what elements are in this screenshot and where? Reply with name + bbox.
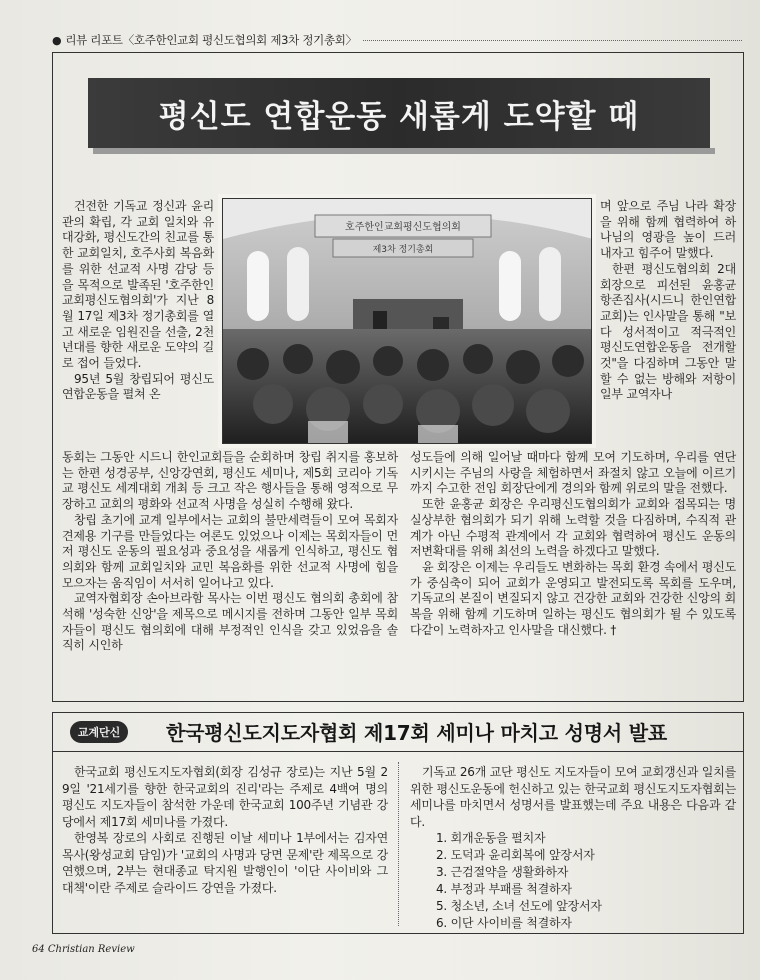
paragraph: 창립 초기에 교계 일부에서는 교회의 불만세력들이 모여 목회자 견제용 기구를 만들었다는 여론도 있었으나 이제는 목회자들이 먼저 평신도 운동의 필요성과 중요성을 새롭게 인식하고, 평신도 협의회와 함께 교회일치와 교민 복음화를 위한 선교적 사명에 힘을 모으자는 움직임이 서서히 일어나고 있다. bbox=[62, 512, 398, 590]
article-right-column bbox=[600, 199, 736, 403]
header-title: 리뷰 리포트〈호주한인교회 평신도협의회 제3차 정기총회〉 bbox=[65, 33, 357, 47]
page-footer: 64 Christian Review bbox=[32, 944, 135, 955]
article-lower-left bbox=[62, 450, 398, 654]
banner-shadow bbox=[93, 148, 715, 154]
paragraph: 건전한 기독교 정신과 윤리관의 확립, 각 교회 일치와 유대강화, 평신도간의 친교를 통한 교회일치, 호주사회 복음화를 위한 선교적 사명 감당 등을 목적으로 발족된 '호주한인교회평신도협의회'가 지난 8월 17일 제3차 정기총회를 열고 새로운 임원진을 선출, 2천년대를 향한 새로운 도약의 길로 접어 들었다. bbox=[62, 199, 214, 371]
statement-list bbox=[410, 830, 736, 932]
news-brief-left bbox=[62, 764, 388, 896]
paragraph: 기독교 26개 교단 평신도 지도자들이 모여 교회갱신과 일치를 위한 평신도운동에 헌신하고 있는 한국교회 평신도지도자협회는 세미나를 마치면서 성명서를 발표했는데 주요 내용은 다음과 같다. bbox=[410, 765, 736, 829]
article-lower-right bbox=[410, 450, 736, 638]
list-item: 5. 청소년, 소녀 선도에 앞장서자 bbox=[436, 899, 602, 913]
paragraph: 한국교회 평신도지도자협회(회장 김성규 장로)는 지난 5월 29일 '21세기를 향한 한국교회의 진리'라는 주제로 4백여 명의 평신도 지도자들이 참석한 가운데 한국교회 100주년 기념관 강당에서 제17회 세미나를 가졌다. bbox=[62, 765, 388, 829]
news-brief-right bbox=[410, 764, 736, 932]
event-photo bbox=[222, 198, 592, 444]
header-rule bbox=[363, 40, 742, 41]
list-item: 4. 부정과 부패를 척결하자 bbox=[436, 882, 572, 896]
paragraph: 95년 5월 창립되어 평신도 연합운동을 펼쳐 온 bbox=[62, 371, 214, 402]
list-item: 2. 도덕과 윤리회복에 앞장서자 bbox=[436, 848, 595, 862]
list-item: 3. 근검절약을 생활화하자 bbox=[436, 865, 569, 879]
paragraph: 며 앞으로 주님 나라 확장을 위해 함께 협력하여 하나님의 영광을 높이 드러내자고 힘주어 말했다. bbox=[600, 199, 736, 261]
paragraph: 한편 평신도협의회 2대 회장으로 피선된 윤홍균 항존집사(시드니 한인연합교회)는 인사말을 통해 "보다 성서적이고 적극적인 평신도연합운동을 전개할 것"을 다짐하며 그동안 말할 수 없는 방해와 저항이 일부 교역자나 bbox=[600, 261, 736, 402]
article-headline: 평신도 연합운동 새롭게 도약할 때 bbox=[88, 78, 710, 148]
photo-banner-line1: 호주한인교회평신도협의회 bbox=[345, 222, 461, 233]
article-left-column bbox=[62, 199, 214, 403]
column-divider bbox=[398, 762, 399, 926]
list-item: 6. 이단 사이비를 척결하자 bbox=[436, 916, 572, 930]
paragraph: 교역자협회장 손아브라함 목사는 이번 평신도 협의회 총회에 참석해 '성숙한 신앙'을 제목으로 메시지를 전하며 그동안 일부 목회자들이 평신도 협의회에 대해 부정적인 인식을 갖고 있었음을 솔직히 시인하 bbox=[62, 591, 398, 653]
news-brief-header bbox=[52, 712, 744, 752]
church-assembly-image bbox=[223, 199, 592, 444]
paragraph: 한영복 장로의 사회로 진행된 이날 세미나 1부에서는 김자연 목사(왕성교회 담임)가 '교회의 사명과 당면 문제'란 제목으로 강연했으며, 2부는 현대종교 탁지원 발행인이 '이단 사이비와 그 대책'이란 주제로 슬라이드 강연을 가졌다. bbox=[62, 831, 388, 895]
paragraph: 또한 윤홍균 회장은 우리평신도협의회가 교회와 접목되는 명실상부한 협의회가 되기 위해 노력할 것을 다짐하며, 수직적 관계가 아닌 수평적 관계에서 각 교회와 협력하여 평신도 운동의 저변확대를 위해 최선의 노력을 하겠다고 말했다. bbox=[410, 497, 736, 559]
section-header bbox=[52, 30, 742, 50]
category-badge: 교계단신 bbox=[70, 721, 128, 743]
list-item: 1. 회개운동을 펼치자 bbox=[436, 831, 546, 845]
bullet-icon: ● bbox=[52, 33, 62, 47]
news-brief-title: 한국평신도지도자협회 제17회 세미나 마치고 성명서 발표 bbox=[166, 721, 668, 745]
photo-banner-line2: 제3차 정기총회 bbox=[372, 245, 434, 255]
paragraph: 윤 회장은 이제는 우리들도 변화하는 목회 환경 속에서 평신도가 중심축이 되어 교회가 운영되고 발전되도록 목회를 도우며, 기독교의 본질이 변질되지 않고 건강한 교회와 건강한 신앙의 회복을 위해 함께 기도하며 일하는 평신도 협의회가 될 수 있도록 다같이 노력하자고 인사말을 대신했다. † bbox=[410, 559, 736, 637]
paragraph: 성도들에 의해 일어날 때마다 함께 모여 기도하며, 우리를 연단시키시는 주님의 사랑을 체험하면서 좌절치 않고 오늘에 이르기까지 수고한 전임 회장단에게 경의와 함께 위로의 말을 전했다. bbox=[410, 450, 736, 496]
paragraph: 동회는 그동안 시드니 한인교회들을 순회하며 창립 취지를 홍보하는 한편 성경공부, 신앙강연회, 평신도 세미나, 제5회 코리아 기독교 평신도 세계대회 개최 등 크고 작은 행사들을 통해 영적으로 무장하고 교회의 평화와 선교적 사명을 성실히 수행해 왔다. bbox=[62, 450, 398, 512]
